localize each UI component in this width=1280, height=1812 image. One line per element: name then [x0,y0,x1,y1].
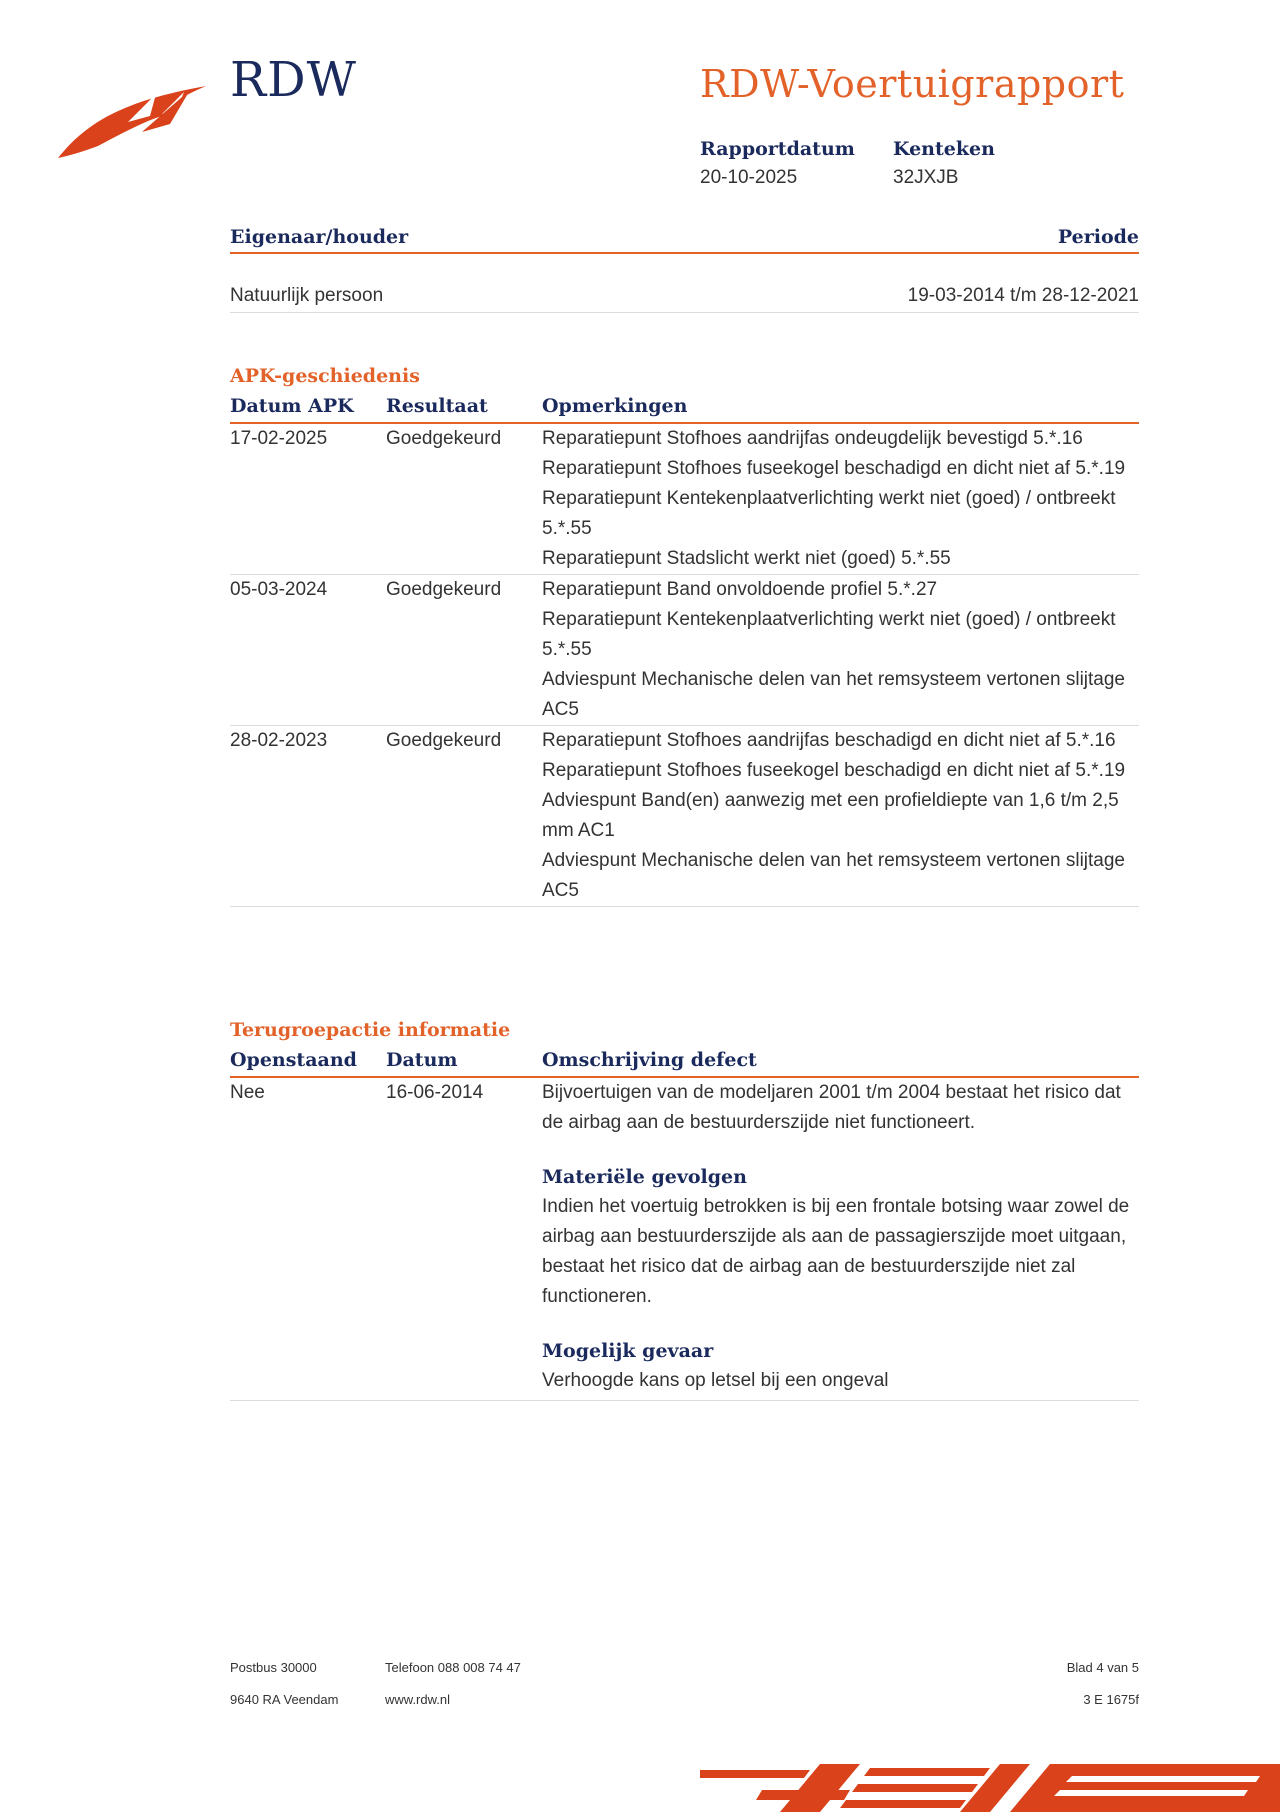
owner-header-divider [230,252,1139,254]
footer-city: 9640 RA Veendam [230,1692,339,1707]
owner-row-divider [230,312,1139,313]
apk-remark: Reparatiepunt Kentekenplaatverlichting werkt niet (goed) / ontbreekt 5.*.55 [542,609,1116,660]
recall-section-title: Terugroepactie informatie [230,1019,511,1041]
recall-col-date: Datum [386,1046,542,1077]
apk-remark: Adviespunt Mechanische delen van het remsysteem vertonen slijtage AC5 [542,669,1125,720]
recall-table [230,1046,1139,1401]
consequences-heading: Materiële gevolgen [542,1166,747,1188]
footer-page-number: Blad 4 van 5 [1066,1660,1139,1675]
owner-type: Natuurlijk persoon [230,285,384,306]
apk-col-date: Datum APK [230,392,386,423]
footer-website-link[interactable]: www.rdw.nl [385,1692,451,1707]
recall-date: 16-06-2014 [386,1077,542,1401]
apk-date: 17-02-2025 [230,423,386,575]
apk-remark: Reparatiepunt Stofhoes aandrijfas beschadigd en dicht niet af 5.*.16 [542,730,1116,751]
recall-col-open: Openstaand [230,1046,386,1077]
table-row [230,1077,1139,1401]
plate-label: Kenteken [893,138,995,160]
recall-col-defect: Omschrijving defect [542,1046,1139,1077]
danger-text: Verhoogde kans op letsel bij een ongeval [542,1370,889,1391]
page-title: RDW-Voertuigrapport [700,62,1125,106]
apk-col-result: Resultaat [386,392,542,423]
table-row [230,423,1139,575]
apk-remarks [542,423,1139,575]
apk-result: Goedgekeurd [386,423,542,575]
apk-result: Goedgekeurd [386,726,542,907]
footer-doc-code: 3 E 1675f [1083,1692,1139,1707]
apk-remark: Reparatiepunt Band onvoldoende profiel 5.*.27 [542,579,938,600]
apk-remarks [542,575,1139,726]
apk-remark: Reparatiepunt Stofhoes aandrijfas ondeugdelijk bevestigd 5.*.16 [542,428,1083,449]
report-date-label: Rapportdatum [700,138,855,160]
table-row [230,726,1139,907]
owner-label: Eigenaar/houder [230,226,409,248]
apk-remarks [542,726,1139,907]
plate-value: 32JXJB [893,167,959,188]
brand-name: RDW [230,52,357,108]
footer-postbox: Postbus 30000 [230,1660,317,1675]
apk-result: Goedgekeurd [386,575,542,726]
consequences-text: Indien het voertuig betrokken is bij een frontale botsing waar zowel de airbag aan bestuurderszijde als aan de passagierszijde moet uitgaan, bestaat het risico dat de airbag aan de bestuurderszijde niet zal functioneren. [542,1196,1130,1307]
apk-remark: Adviespunt Mechanische delen van het remsysteem vertonen slijtage AC5 [542,850,1125,901]
recall-open: Nee [230,1077,386,1401]
apk-date: 28-02-2023 [230,726,386,907]
report-date-value: 20-10-2025 [700,167,798,188]
apk-remark: Reparatiepunt Stofhoes fuseekogel beschadigd en dicht niet af 5.*.19 [542,760,1126,781]
apk-col-remarks: Opmerkingen [542,392,1139,423]
apk-remark: Adviespunt Band(en) aanwezig met een profieldiepte van 1,6 t/m 2,5 mm AC1 [542,790,1119,841]
rdw-bird-logo-icon [58,80,208,160]
footer-phone: Telefoon 088 008 74 47 [385,1660,521,1675]
danger-heading: Mogelijk gevaar [542,1340,714,1362]
apk-remark: Reparatiepunt Stadslicht werkt niet (goed) 5.*.55 [542,548,951,569]
table-row [230,575,1139,726]
apk-date: 05-03-2024 [230,575,386,726]
apk-table [230,392,1139,907]
apk-section-title: APK-geschiedenis [230,365,420,387]
owner-period: 19-03-2014 t/m 28-12-2021 [907,285,1139,306]
apk-remark: Reparatiepunt Stofhoes fuseekogel beschadigd en dicht niet af 5.*.19 [542,458,1126,479]
rdw-stripes-graphic-icon [700,1760,1280,1812]
period-label: Periode [1057,226,1139,248]
apk-remark: Reparatiepunt Kentekenplaatverlichting werkt niet (goed) / ontbreekt 5.*.55 [542,488,1116,539]
recall-details [542,1077,1139,1401]
recall-defect-text: Bijvoertuigen van de modeljaren 2001 t/m 2004 bestaat het risico dat de airbag aan de bestuurderszijde niet functioneert. [542,1082,1121,1133]
